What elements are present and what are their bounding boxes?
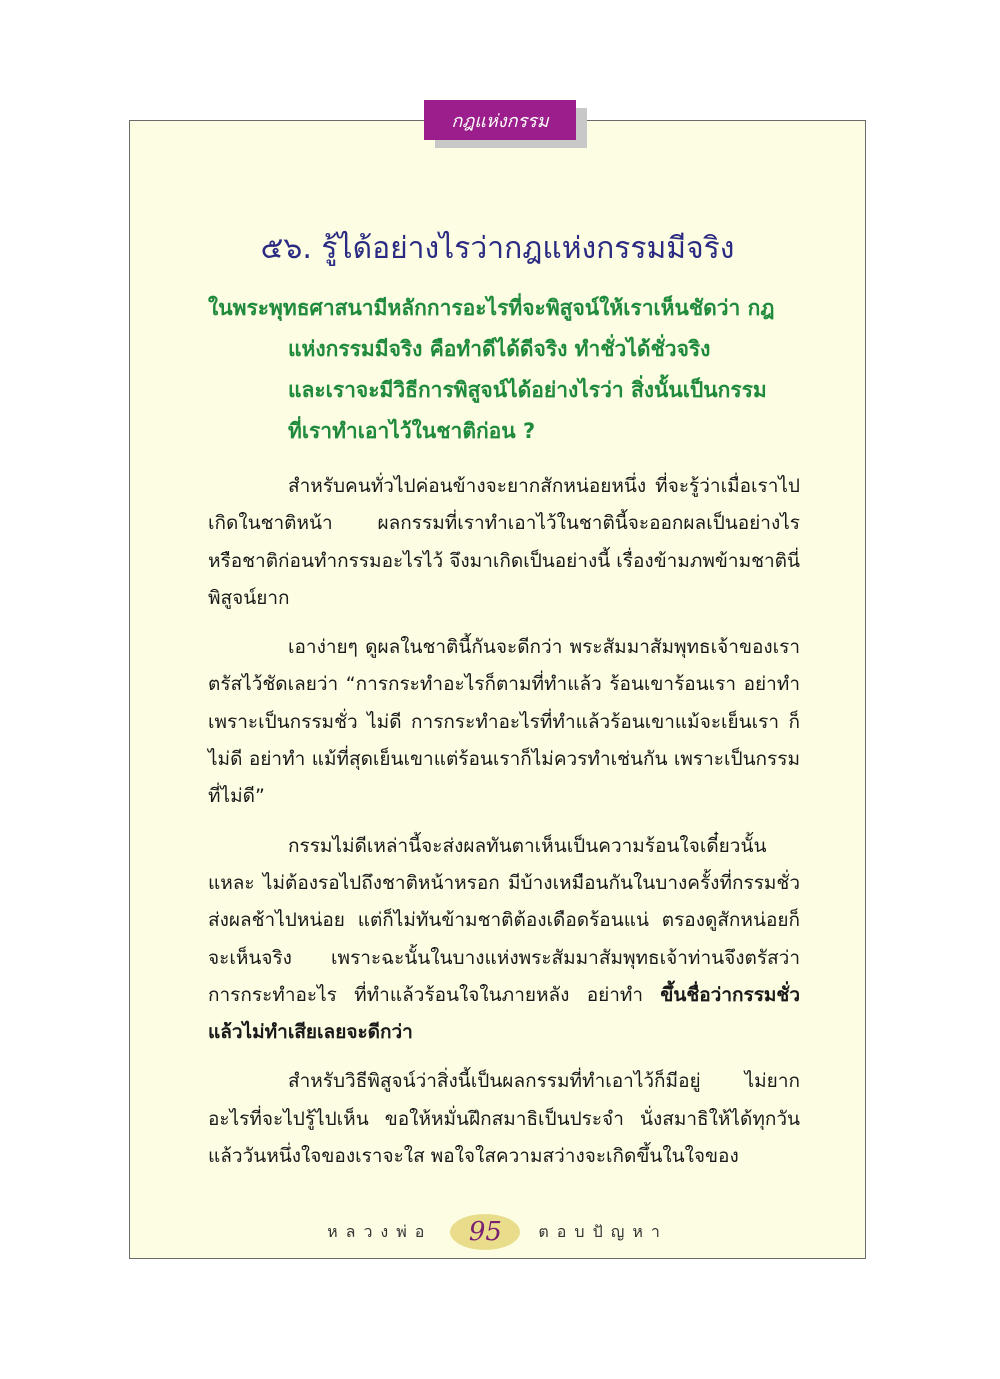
footer-right-text: ตอบปัญหา <box>538 1221 668 1241</box>
paragraph-3-text: กรรมไม่ดีเหล่านี้จะส่งผลทันตาเห็นเป็นความร้อนใจเดี๋ยวนั้นแหละ ไม่ต้องรอไปถึงชาติหน้าหรอก มีบ้างเหมือนกันในบางครั้งที่กรรมชั่วส่งผลช้าไปหน่อย แต่ก็ไม่ทันข้ามชาติต้องเดือดร้อนแน่ ตรองดูสักหน่อยก็จะเห็นจริง เพราะฉะนั้นในบางแห่งพระสัมมาสัมพุทธเจ้าท่านจึงตรัสว่า การกระทำอะไร ที่ทำแล้วร้อนใจในภายหลัง อย่าทำ <box>208 834 800 1006</box>
paragraph-1: สำหรับคนทั่วไปค่อนข้างจะยากสักหน่อยหนึ่ง ที่จะรู้ว่าเมื่อเราไปเกิดในชาติหน้า ผลกรรมที่เราทำเอาไว้ในชาตินี้จะออกผลเป็นอย่างไร หรือชาติก่อนทำกรรมอะไรไว้ จึงมาเกิดเป็นอย่างนี้ เรื่องข้ามภพข้ามชาตินี่พิสูจน์ยาก <box>208 475 800 609</box>
paragraph-2: เอาง่ายๆ ดูผลในชาตินี้กันจะดีกว่า พระสัมมาสัมพุทธเจ้าของเราตรัสไว้ชัดเลยว่า “การกระทำอะไรก็ตามที่ทำแล้ว ร้อนเขาร้อนเรา อย่าทำ เพราะเป็นกรรมชั่ว ไม่ดี การกระทำอะไรที่ทำแล้วร้อนเขาแม้จะเย็นเรา ก็ไม่ดี อย่าทำ แม้ที่สุดเย็นเขาแต่ร้อนเราก็ไม่ควรทำเช่นกัน เพราะเป็นกรรมที่ไม่ดี” <box>208 636 800 808</box>
section-tag: กฎแห่งกรรม <box>424 100 576 140</box>
question-line-3: และเราจะมีวิธีการพิสูจน์ได้อย่างไรว่า สิ่งนั้นเป็นกรรม <box>288 378 767 402</box>
question-line-4: ที่เราทำเอาไว้ในชาติก่อน ? <box>288 419 536 443</box>
footer-left-text: หลวงพ่อ <box>327 1221 433 1241</box>
question-line-1: ในพระพุทธศาสนามีหลักการอะไรที่จะพิสูจน์ให้เราเห็นชัดว่า กฎ <box>208 296 775 320</box>
question-line-2: แห่งกรรมมีจริง คือทำดีได้ดีจริง ทำชั่วได้ชั่วจริง <box>288 337 711 361</box>
paragraph-3-bold: ขึ้นชื่อว่ากรรมชั่วแล้วไม่ทำเสียเลยจะดีกว่า <box>208 983 800 1044</box>
question-block <box>208 288 808 452</box>
paragraph-3 <box>208 828 800 1052</box>
answer-body <box>208 468 800 1187</box>
paragraph-4: สำหรับวิธีพิสูจน์ว่าสิ่งนี้เป็นผลกรรมที่ทำเอาไว้ก็มีอยู่ ไม่ยากอะไรที่จะไปรู้ไปเห็น ขอให้หมั่นฝึกสมาธิเป็นประจำ นั่งสมาธิให้ได้ทุกวัน แล้ววันหนึ่งใจของเราจะใส พอใจใสความสว่างจะเกิดขึ้นในใจของ <box>208 1070 800 1168</box>
chapter-title: ๕๖. รู้ได้อย่างไรว่ากฎแห่งกรรมมีจริง <box>260 231 735 266</box>
page-number: 95 <box>450 1214 520 1250</box>
page-footer <box>129 1212 866 1252</box>
